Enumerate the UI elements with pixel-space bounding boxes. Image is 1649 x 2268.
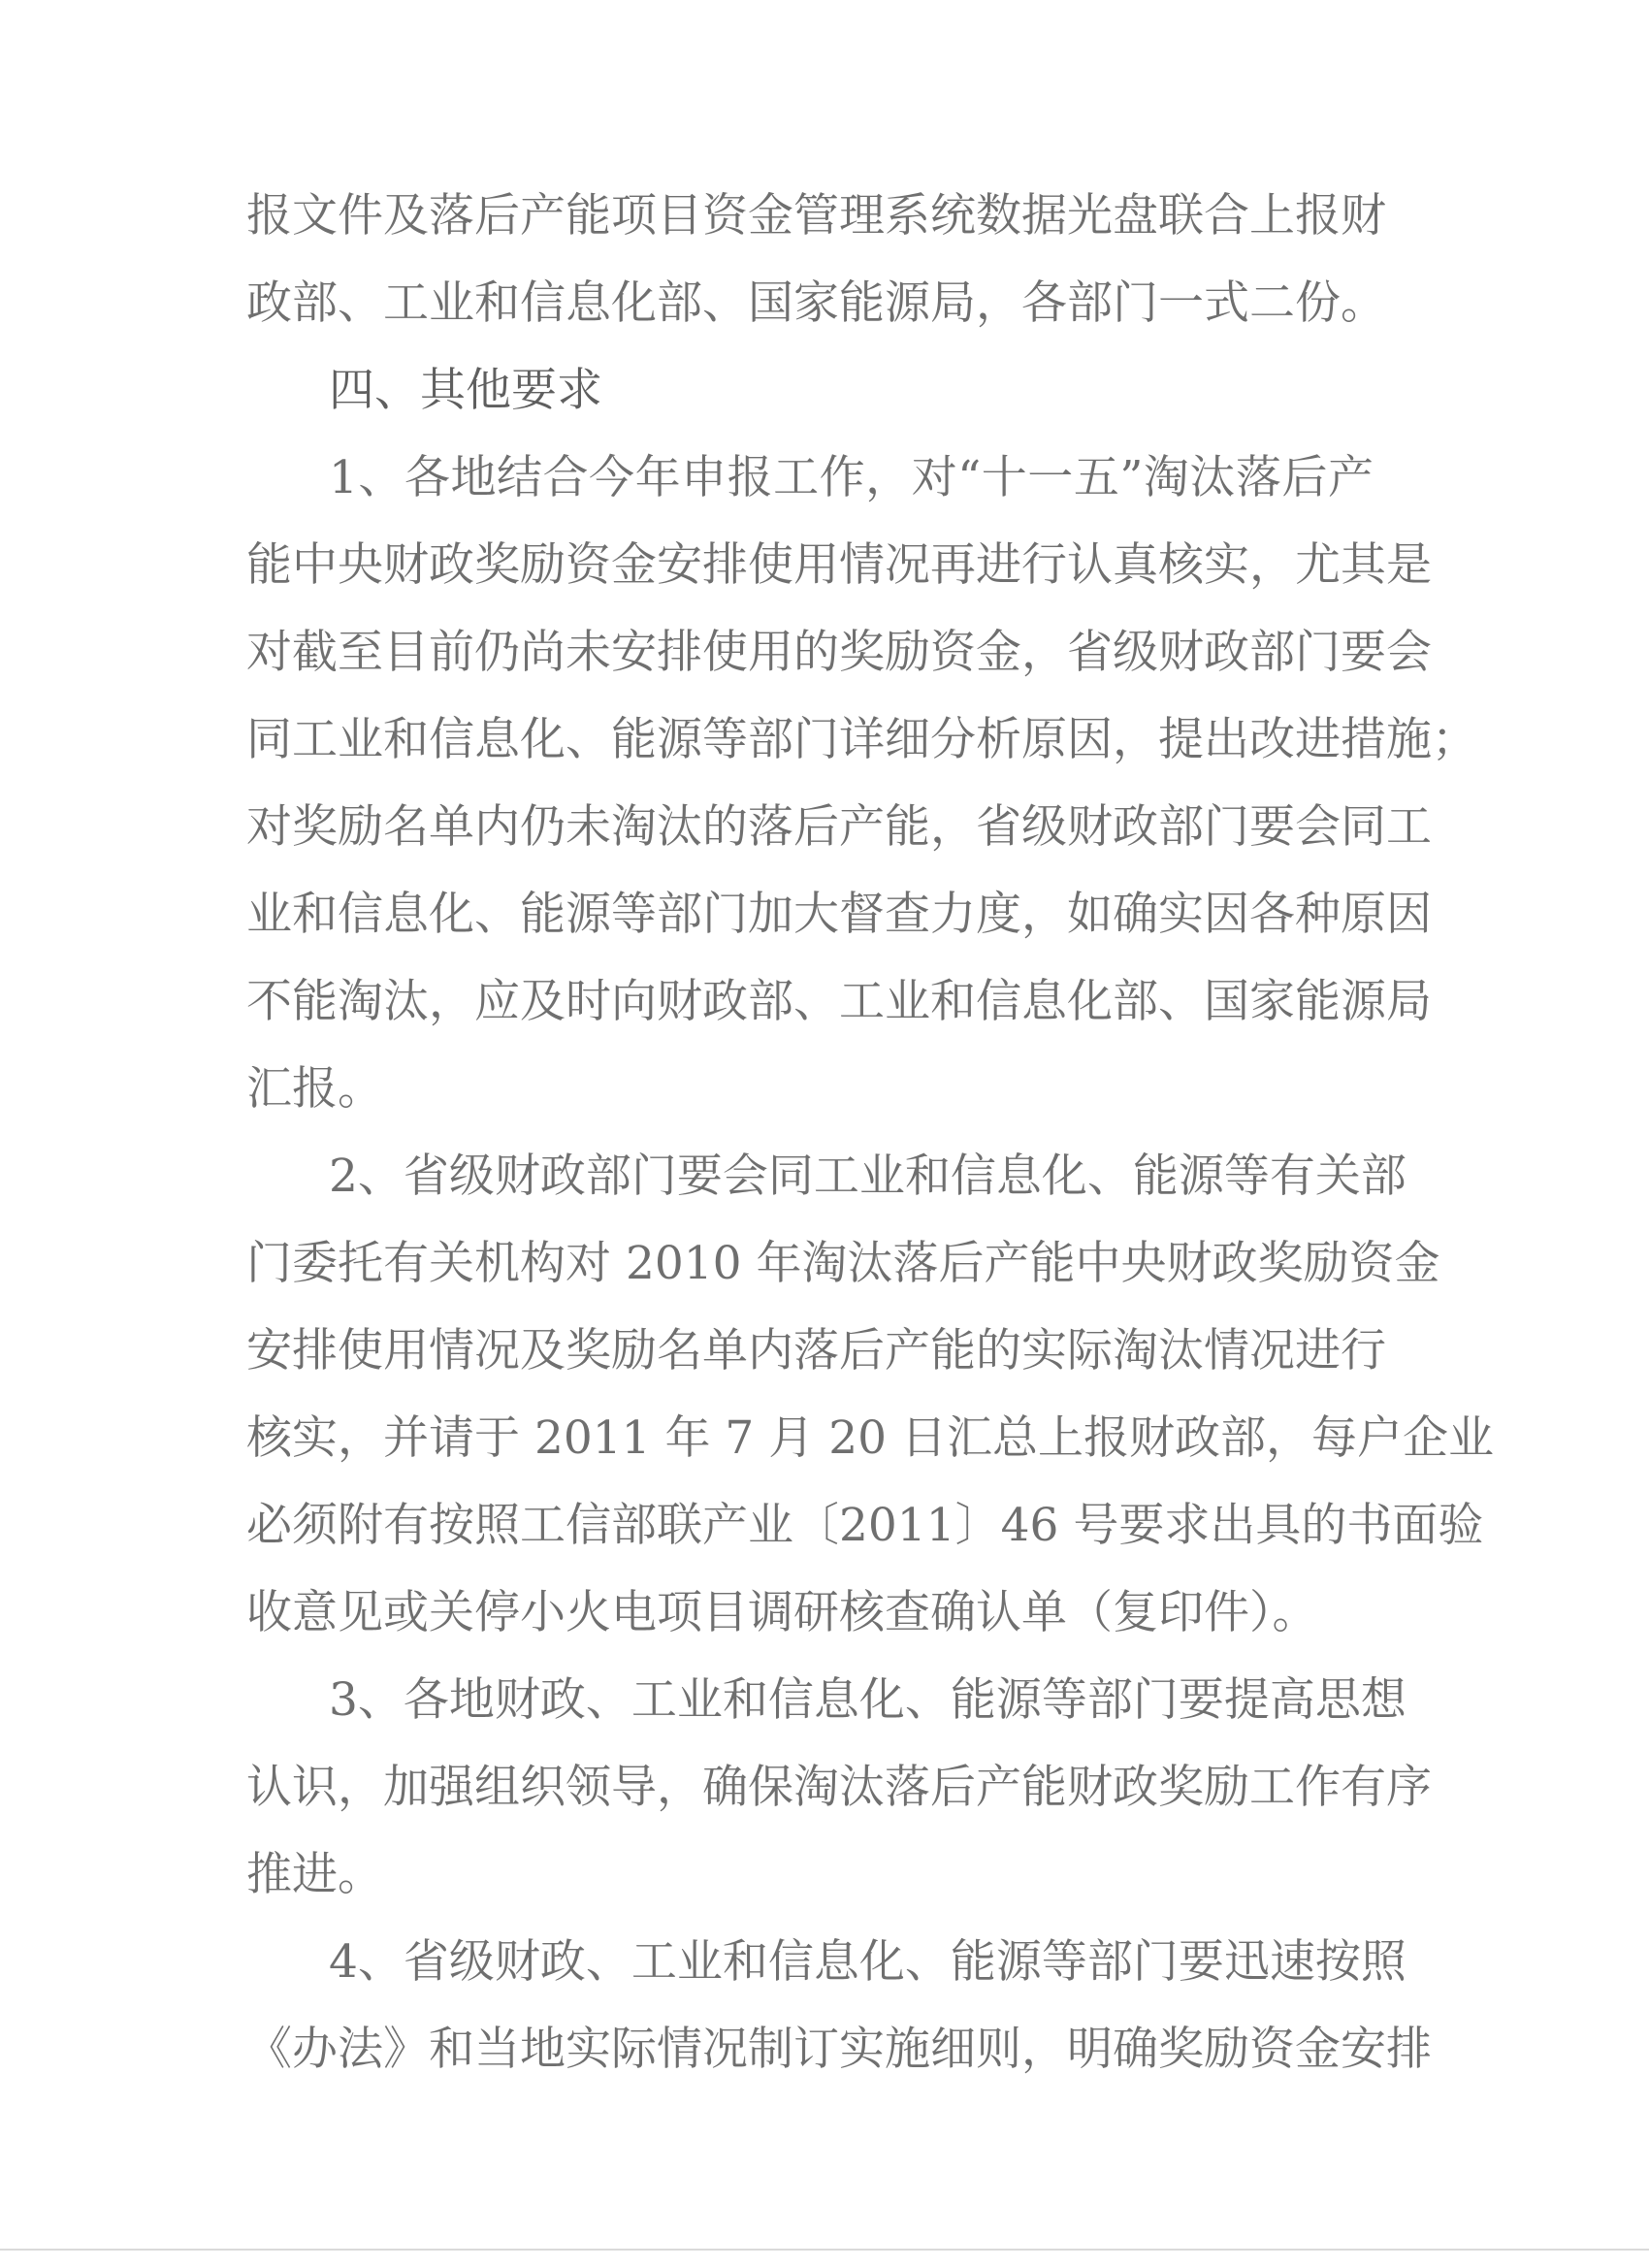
text-line: 报文件及落后产能项目资金管理系统数据光盘联合上报财 [246,189,1386,243]
text-line: 汇报。 [246,1062,383,1116]
text-line: 安排使用情况及奖励名单内落后产能的实际淘汰情况进行 [246,1324,1386,1377]
bottom-scan-edge [0,2249,1649,2251]
text-line: 3、各地财政、工业和信息化、能源等部门要提高思想 [329,1673,1406,1727]
document-body [246,173,1494,2093]
text-line: 对奖励名单内仍未淘汰的落后产能，省级财政部门要会同工 [246,800,1432,854]
text-line: 认识，加强组织领导，确保淘汰落后产能财政奖励工作有序 [246,1761,1432,1814]
text-line: 4、省级财政、工业和信息化、能源等部门要迅速按照 [329,1935,1406,1989]
text-line: 收意见或关停小火电项目调研核查确认单（复印件）。 [246,1586,1318,1639]
text-line: 《办法》和当地实际情况制订实施细则，明确奖励资金安排 [246,2023,1432,2076]
text-line: 对截至目前仍尚未安排使用的奖励资金，省级财政部门要会 [246,626,1432,679]
text-line: 推进。 [246,1848,383,1901]
text-line: 业和信息化、能源等部门加大督查力度，如确实因各种原因 [246,888,1432,941]
text-line: 1、各地结合今年申报工作，对“十一五”淘汰落后产 [329,451,1374,504]
text-line: 核实，并请于 2011 年 7 月 20 日汇总上报财政部，每户企业 [246,1411,1494,1465]
text-line: 政部、工业和信息化部、国家能源局，各部门一式二份。 [246,276,1386,330]
text-line: 同工业和信息化、能源等部门详细分析原因，提出改进措施； [246,713,1477,766]
text-line: 门委托有关机构对 2010 年淘汰落后产能中央财政奖励资金 [246,1237,1440,1290]
section-heading: 四、其他要求 [329,364,602,417]
text-line: 2、省级财政部门要会同工业和信息化、能源等有关部 [329,1150,1406,1203]
text-line: 能中央财政奖励资金安排使用情况再进行认真核实，尤其是 [246,538,1432,592]
text-line: 不能淘汰，应及时向财政部、工业和信息化部、国家能源局 [246,975,1432,1028]
text-line: 必须附有按照工信部联产业〔2011〕46 号要求出具的书面验 [246,1499,1484,1552]
